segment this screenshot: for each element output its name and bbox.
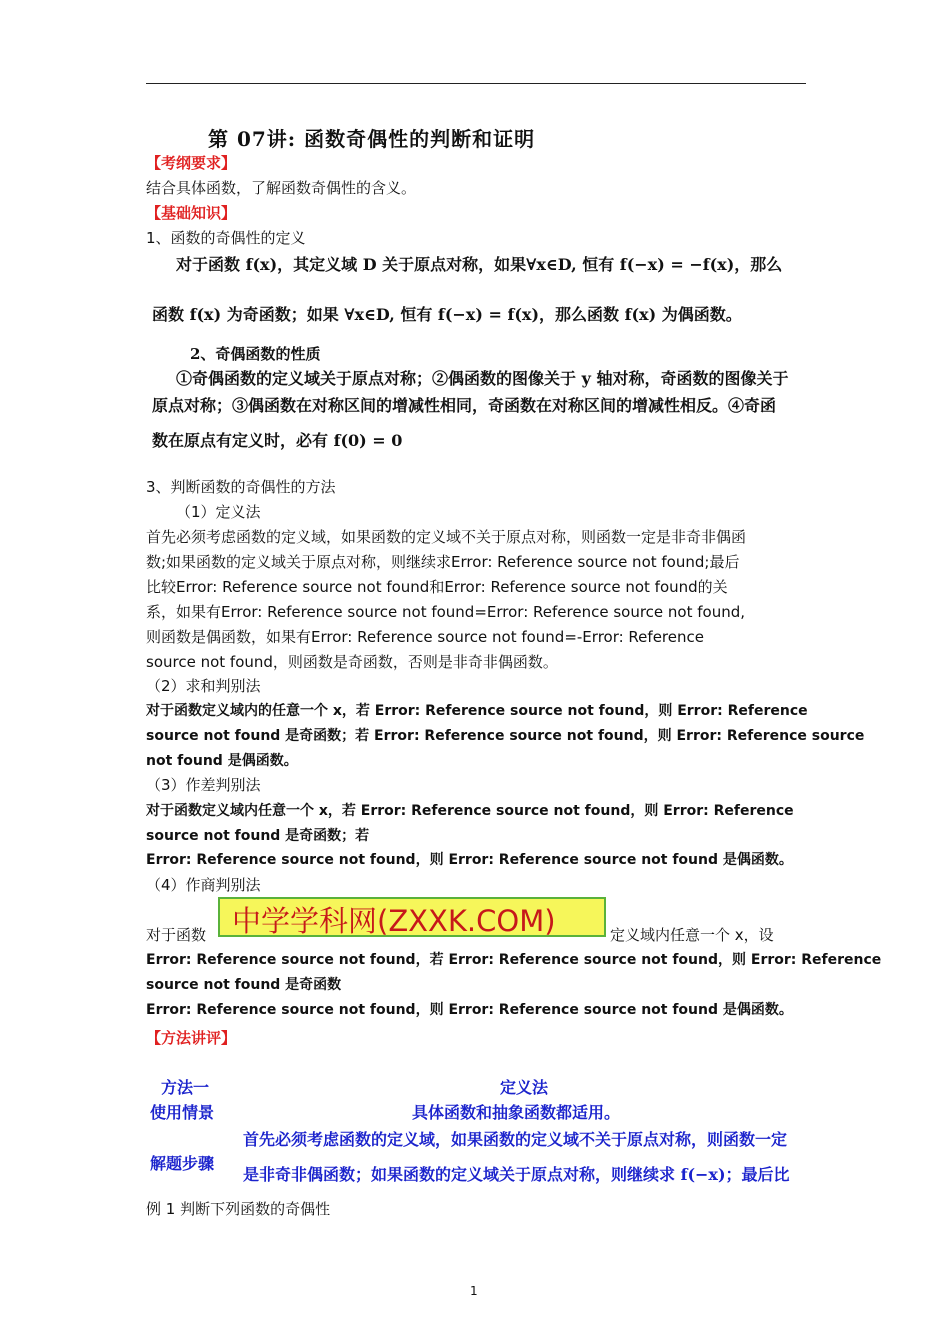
method1-line: 系，如果有Error: Reference source not found=Error: Reference source not found,: [146, 603, 745, 621]
table-row1-label: 方法一: [161, 1078, 210, 1097]
table-row3-line2: 是非奇非偶函数；如果函数的定义域关于原点对称，则继续求 f(−x)；最后比: [243, 1165, 790, 1184]
method3-line: 对于函数定义域内任意一个 x，若 Error: Reference source not found，则 Error: Reference: [146, 803, 794, 819]
page-number: 1: [470, 1284, 478, 1298]
item1-title: 1、函数的奇偶性的定义: [146, 229, 306, 247]
method4-line: Error: Reference source not found，则 Error: Reference source not found 是偶函数。: [146, 1002, 793, 1018]
property-line-3: 数在原点有定义时，必有 f(0) = 0: [152, 431, 403, 450]
section-fangfa: 【方法讲评】: [146, 1029, 237, 1047]
method1-line: 首先必须考虑函数的定义域，如果函数的定义域不关于原点对称，则函数一定是非奇非偶函: [146, 528, 747, 546]
property-line-2: 原点对称；③偶函数在对称区间的增减性相同，奇函数在对称区间的增减性相反。④奇函: [152, 396, 777, 415]
method1-line: 比较Error: Reference source not found和Error: Reference source not found的关: [146, 578, 728, 596]
table-row3-label: 解题步骤: [150, 1154, 215, 1173]
property-line-1: ①奇偶函数的定义域关于原点对称；②偶函数的图像关于 y 轴对称，奇函数的图像关于: [176, 369, 789, 388]
method1-line: 数;如果函数的定义域关于原点对称，则继续求Error: Reference source not found;最后: [146, 553, 740, 571]
property-title: 2、奇偶函数的性质: [190, 345, 321, 363]
definition-line-2: 函数 f(x) 为奇函数；如果 ∀x∈D, 恒有 f(−x) = f(x)，那么函数 f(x) 为偶函数。: [152, 305, 742, 324]
method1-line: source not found，则函数是奇函数，否则是非奇非偶函数。: [146, 653, 558, 671]
table-row1-value: 定义法: [500, 1078, 549, 1097]
kaogang-text: 结合具体函数，了解函数奇偶性的含义。: [146, 179, 417, 197]
method4-line1-end: 定义域内任意一个 x，设: [610, 926, 774, 944]
method3-line: Error: Reference source not found，则 Error: Reference source not found 是偶函数。: [146, 852, 793, 868]
watermark-logo: 中学学科网(ZXXK.COM): [232, 904, 556, 938]
method2-line: 对于函数定义域内的任意一个 x，若 Error: Reference source not found，则 Error: Reference: [146, 703, 808, 719]
page-title: 第 07讲: 函数奇偶性的判断和证明: [208, 127, 536, 151]
example-1: 例 1 判断下列函数的奇偶性: [146, 1200, 331, 1218]
table-row3-line1: 首先必须考虑函数的定义域，如果函数的定义域不关于原点对称，则函数一定: [243, 1130, 788, 1149]
definition-line-1: 对于函数 f(x)，其定义域 D 关于原点对称，如果∀x∈D, 恒有 f(−x) = −f(x)，那么: [176, 255, 783, 274]
method4-line1-start: 对于函数: [146, 926, 207, 944]
method1-title: （1）定义法: [176, 503, 261, 521]
method2-title: （2）求和判别法: [146, 677, 261, 695]
method1-line: 则函数是偶函数，如果有Error: Reference source not found=-Error: Reference: [146, 628, 704, 646]
item3-title: 3、判断函数的奇偶性的方法: [146, 478, 336, 496]
header-rule: [146, 83, 806, 84]
method3-line: source not found 是奇函数；若: [146, 828, 370, 844]
method2-line: source not found 是奇函数；若 Error: Reference source not found，则 Error: Reference source: [146, 728, 865, 744]
section-jichu: 【基础知识】: [146, 204, 237, 222]
method3-title: （3）作差判别法: [146, 776, 261, 794]
section-kaogang: 【考纲要求】: [146, 154, 237, 172]
table-row2-value: 具体函数和抽象函数都适用。: [412, 1103, 621, 1122]
method2-line: not found 是偶函数。: [146, 753, 298, 769]
method4-line: Error: Reference source not found，若 Error: Reference source not found，则 Error: Reference: [146, 952, 882, 968]
method4-title: （4）作商判别法: [146, 876, 261, 894]
table-row2-label: 使用情景: [150, 1103, 215, 1122]
method4-line: source not found 是奇函数: [146, 977, 342, 993]
